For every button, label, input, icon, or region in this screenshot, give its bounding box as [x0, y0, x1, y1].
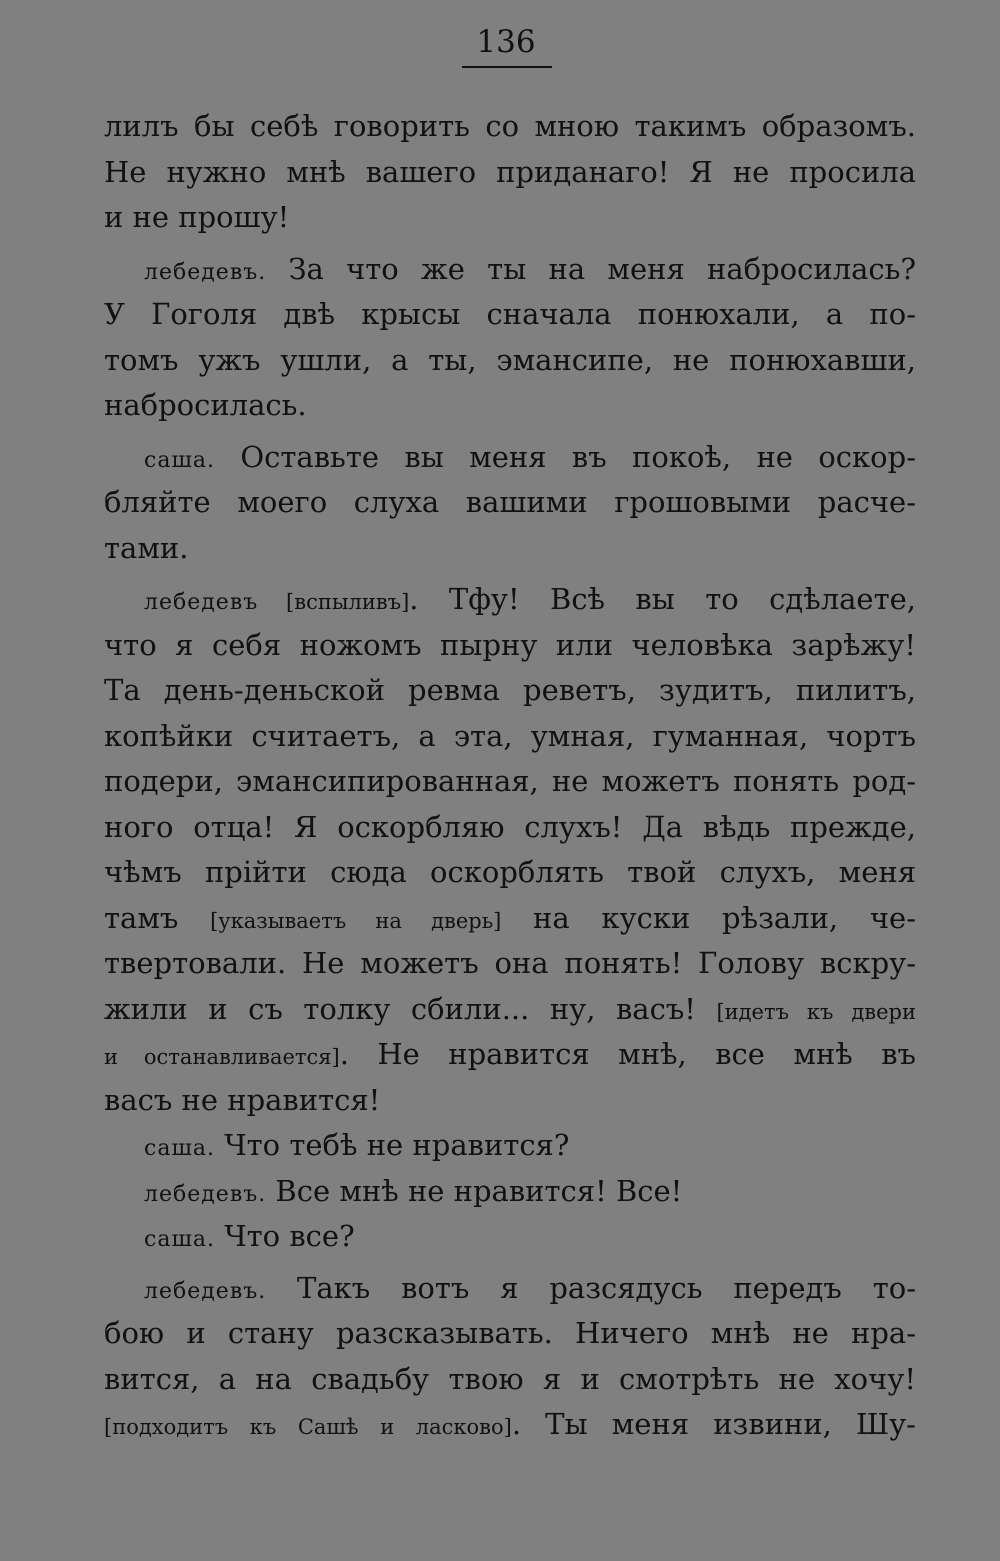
- text-line: [104, 195, 916, 241]
- text-line: [104, 805, 916, 851]
- stage-direction: [подходитъ къ Сашѣ и ласково]: [104, 1415, 512, 1439]
- line-text: Такъ вотъ я разсядусь передъ то-: [266, 1270, 916, 1305]
- text-line: [104, 480, 916, 526]
- line-text: тами.: [104, 530, 189, 565]
- line-text: Что тебѣ не нравится?: [215, 1128, 570, 1162]
- text-line: [104, 1266, 916, 1312]
- line-text: тамъ: [104, 900, 211, 935]
- text-line: [104, 714, 916, 760]
- line-text: томъ ужъ ушли, а ты, эмансипе, не понюхавши,: [104, 342, 916, 377]
- text-line: [104, 526, 916, 572]
- text-line: [104, 338, 916, 384]
- line-text: жили и съ толку сбили... ну, васъ!: [104, 991, 717, 1026]
- text-line: [104, 1169, 916, 1215]
- stage-direction: и останавливается]: [104, 1045, 340, 1069]
- line-text: ного отца! Я оскорбляю слухъ! Да вѣдь прежде,: [104, 809, 916, 844]
- text-line: [104, 1311, 916, 1357]
- speaker-name: саша.: [144, 1227, 215, 1252]
- line-text: бою и стану разсказывать. Ничего мнѣ не нра-: [104, 1316, 916, 1350]
- line-text: набросилась.: [104, 388, 307, 422]
- line-text: Не нужно мнѣ вашего приданаго! Я не просила: [104, 154, 916, 189]
- line-text: твертовали. Не можетъ она понять! Голову вскру-: [104, 946, 916, 980]
- line-text: на куски рѣзали, че-: [501, 900, 916, 935]
- speaker-name: лебедевъ.: [144, 1278, 267, 1304]
- text-line: [104, 623, 916, 669]
- line-text: . Ты меня извини, Шу-: [511, 1407, 916, 1441]
- text-line: [104, 759, 916, 805]
- line-text: бляйте моего слуха вашими грошовыми расче-: [104, 485, 916, 519]
- line-text: Что все?: [215, 1219, 355, 1253]
- text-line: [104, 1078, 916, 1124]
- line-text: Все мнѣ не нравится! Все!: [266, 1173, 683, 1208]
- line-text: . Тфу! Всѣ вы то сдѣлаете,: [409, 582, 916, 616]
- text-line: [104, 1032, 916, 1078]
- text-line: [104, 577, 916, 623]
- line-text: васъ не нравится!: [104, 1082, 381, 1117]
- line-text: копѣйки считаетъ, а эта, умная, гуманная, чортъ: [104, 718, 916, 753]
- page-number: 136: [476, 24, 536, 60]
- line-text: подери, эмансипированная, не можетъ понять род-: [104, 764, 916, 798]
- text-line: [104, 383, 916, 429]
- speaker-name: лебедевъ.: [144, 1181, 267, 1207]
- text-line: [104, 1123, 916, 1169]
- page-number-rule: [462, 66, 552, 68]
- line-text: У Гоголя двѣ крысы сначала понюхали, а по-: [104, 297, 916, 331]
- text-line: [104, 435, 916, 481]
- text-line: [104, 850, 916, 896]
- text-line: [104, 1357, 916, 1403]
- line-text: чѣмъ прійти сюда оскорблять твой слухъ, меня: [104, 855, 916, 889]
- line-text: . Не нравится мнѣ, все мнѣ въ: [339, 1037, 916, 1071]
- text-line: [104, 1402, 916, 1448]
- line-text: Та день-деньской ревма реветъ, зудитъ, пилитъ,: [104, 673, 916, 707]
- line-text: вится, а на свадьбу твою я и смотрѣть не хочу!: [104, 1361, 916, 1396]
- speaker-name: саша.: [144, 1136, 215, 1161]
- speaker-name: лебедевъ: [144, 590, 259, 615]
- line-text: За что же ты на меня набросилась?: [266, 251, 916, 286]
- speaker-name: лебедевъ.: [144, 259, 267, 285]
- stage-direction: [идетъ къ двери: [716, 999, 916, 1024]
- stage-direction: [указываетъ на дверь]: [210, 908, 502, 933]
- speaker-name: саша.: [144, 447, 215, 473]
- text-line: [104, 987, 916, 1033]
- line-text: что я себя ножомъ пырну или человѣка зарѣжу!: [104, 627, 916, 662]
- text-line: [104, 104, 916, 150]
- line-text: Оставьте вы меня въ покоѣ, не оскор-: [215, 439, 916, 474]
- text-line: [104, 150, 916, 196]
- text-line: [104, 668, 916, 714]
- text-line: [104, 1214, 916, 1260]
- text-line: [104, 247, 916, 293]
- stage-direction: [вспыливъ]: [258, 590, 410, 614]
- line-text: и не прошу!: [104, 200, 290, 234]
- line-text: лилъ бы себѣ говорить со мною такимъ образомъ.: [104, 109, 916, 143]
- text-line: [104, 292, 916, 338]
- page-text: [104, 104, 916, 1448]
- text-line: [104, 941, 916, 987]
- text-line: [104, 896, 916, 942]
